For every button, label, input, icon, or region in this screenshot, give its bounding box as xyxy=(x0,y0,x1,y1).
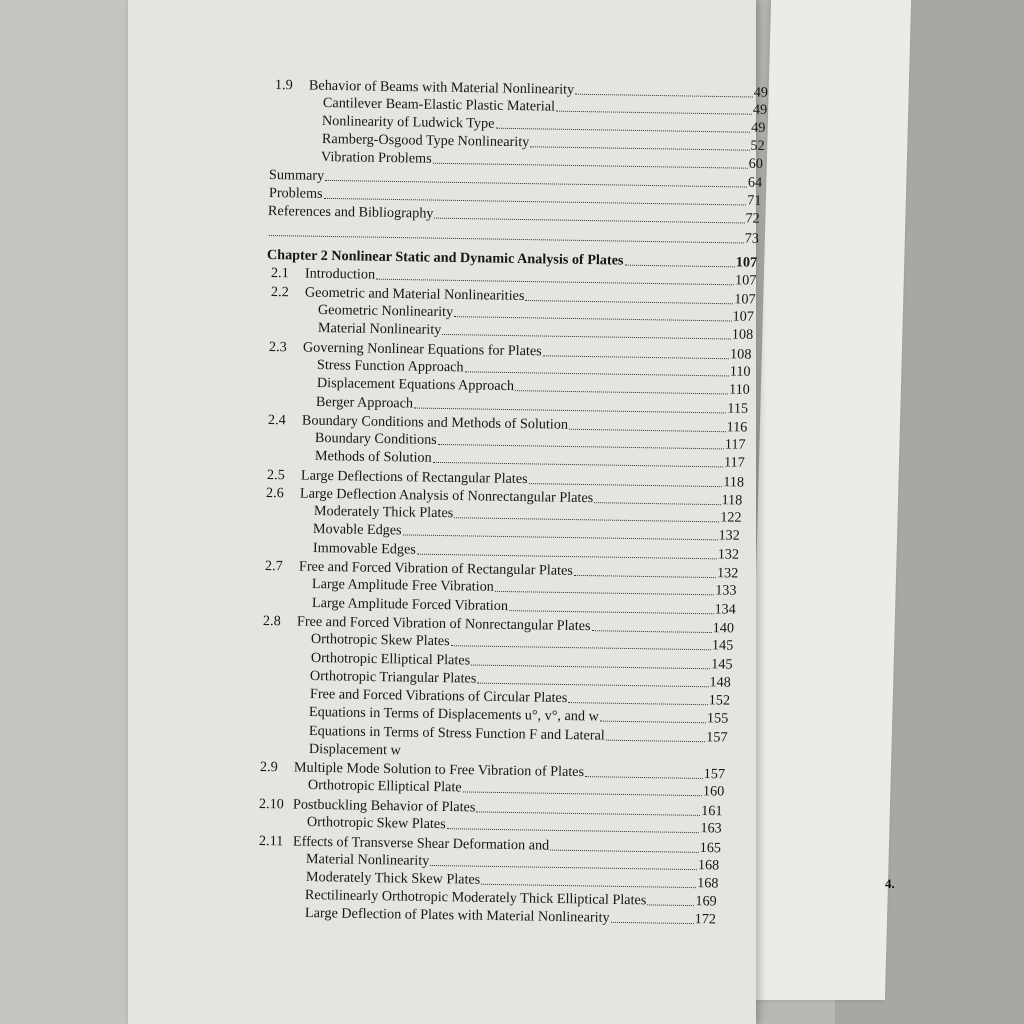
toc-leader-dots xyxy=(430,865,697,870)
toc-page-number: 152 xyxy=(708,692,730,709)
toc-entry-title: Large Deflection of Plates with Material Nonlinearity xyxy=(304,905,610,926)
toc-entry-title: Moderately Thick Plates xyxy=(313,503,454,522)
toc-entry-title: Equations in Terms of Stress Function F and Lateral xyxy=(308,723,605,744)
toc-page-number: 52 xyxy=(750,137,765,154)
toc-page-number: 107 xyxy=(733,291,756,308)
toc-page-number: 132 xyxy=(716,565,739,582)
toc-page-number: 140 xyxy=(713,620,735,637)
toc-page-number: 161 xyxy=(701,802,723,820)
toc-entry-title: Orthotropic Skew Plates xyxy=(310,631,450,650)
toc-entry-title: Ramberg-Osgood Type Nonlinearity xyxy=(321,131,530,151)
toc-section-number: 2.9 xyxy=(260,759,279,776)
toc-section-number: 2.5 xyxy=(266,467,285,484)
toc-section-number: 2.3 xyxy=(269,339,288,356)
toc-leader-dots xyxy=(525,300,733,304)
toc-page-number: 49 xyxy=(753,84,769,101)
toc-section-number: 2.6 xyxy=(266,485,285,502)
toc-leader-dots xyxy=(568,702,707,705)
toc-page-number: 64 xyxy=(747,174,763,191)
toc-entry-title: Orthotropic Triangular Plates xyxy=(310,668,477,687)
toc-page-number: 157 xyxy=(706,729,728,746)
toc-leader-dots xyxy=(573,575,715,578)
toc-leader-dots xyxy=(550,850,698,853)
toc-leader-dots xyxy=(575,94,753,98)
toc-entry-title: Movable Edges xyxy=(313,521,403,539)
background-left xyxy=(0,0,130,1024)
toc-page-number: 49 xyxy=(751,119,766,136)
toc-leader-dots xyxy=(438,444,724,449)
toc-entry-title: Cantilever Beam-Elastic Plastic Material xyxy=(322,95,555,115)
toc-leader-dots xyxy=(530,146,749,150)
toc-entry-title: Vibration Problems xyxy=(321,149,433,167)
toc-leader-dots xyxy=(471,665,710,670)
toc-leader-dots xyxy=(464,371,728,376)
toc-leader-dots xyxy=(592,630,712,633)
toc-entry-title: References and Bibliography xyxy=(268,203,434,222)
toc-entry-title: Summary xyxy=(268,167,325,184)
toc-page-number: 165 xyxy=(699,839,721,857)
toc-leader-dots xyxy=(403,534,718,540)
toc-section-number: 2.10 xyxy=(259,796,285,813)
toc-entry-title: Free and Forced Vibrations of Circular Plates xyxy=(309,686,568,707)
toc-entry-title: Orthotropic Skew Plates xyxy=(306,814,446,833)
toc-entry-title: Introduction xyxy=(304,265,376,283)
toc-page-number: 160 xyxy=(702,783,725,800)
toc-entry-title: Postbuckling Behavior of Plates xyxy=(293,796,476,816)
adjacent-page-fragment: 4. xyxy=(885,876,895,891)
toc-leader-dots xyxy=(462,791,701,796)
toc-leader-dots xyxy=(414,408,726,414)
toc-page-number: 71 xyxy=(746,192,762,209)
toc-entry-title: Rectilinearly Orthotropic Moderately Thick Elliptical Plates xyxy=(305,887,647,909)
book-page xyxy=(128,0,769,1024)
toc-page-number: 108 xyxy=(731,326,754,343)
toc-page-number: 107 xyxy=(736,254,758,271)
toc-page-number: 132 xyxy=(717,546,740,563)
toc-leader-dots xyxy=(417,554,717,560)
toc-entry-title: Displacement Equations Approach xyxy=(316,375,514,395)
toc-leader-dots xyxy=(269,235,744,243)
toc-entry-title: Problems xyxy=(268,185,323,202)
toc-leader-dots xyxy=(594,502,720,505)
toc-leader-dots xyxy=(376,279,734,286)
toc-page-number: 168 xyxy=(697,857,720,874)
toc-entry-title: Material Nonlinearity xyxy=(306,851,430,869)
toc-entry-title: Immovable Edges xyxy=(312,540,416,558)
toc-entry-title: Large Amplitude Free Vibration xyxy=(312,576,495,595)
toc-section-number: 1.9 xyxy=(274,77,293,94)
toc-page-number: 73 xyxy=(744,230,759,247)
toc-entry-title: Boundary Conditions and Methods of Solution xyxy=(301,412,568,433)
toc-page-number: 116 xyxy=(726,419,748,436)
toc-page-number: 49 xyxy=(752,101,767,118)
toc-entry-title: Free and Forced Vibration of Rectangular Plates xyxy=(298,558,573,579)
toc-entry-title: Displacement w xyxy=(308,741,401,759)
toc-leader-dots xyxy=(648,904,695,906)
toc-page-number: 122 xyxy=(719,509,742,526)
toc-page-number: 168 xyxy=(696,875,719,892)
toc-entry-title: Stress Function Approach xyxy=(316,357,464,376)
toc-section-number: 2.2 xyxy=(270,284,289,301)
toc-section-number: 2.7 xyxy=(264,558,283,575)
toc-entry-title: Material Nonlinearity xyxy=(317,320,442,338)
toc-page-number: 163 xyxy=(700,820,722,837)
toc-leader-dots xyxy=(477,683,708,688)
toc-entry-title: Large Deflections of Rectangular Plates xyxy=(300,467,528,488)
toc-entry-title: Free and Forced Vibration of Nonrectangular Plates xyxy=(297,613,592,635)
toc-leader-dots xyxy=(569,429,726,432)
toc-page-number: 107 xyxy=(734,272,757,289)
toc-leader-dots xyxy=(454,316,731,321)
toc-section-number: 2.8 xyxy=(263,613,282,630)
toc-entry-title: Behavior of Beams with Material Nonlinearity xyxy=(308,77,575,98)
toc-page-number: 134 xyxy=(714,601,736,618)
toc-entry-title: Nonlinearity of Ludwick Type xyxy=(322,113,495,132)
toc-entry-title: Berger Approach xyxy=(316,394,414,412)
toc-entry-title: Effects of Transverse Shear Deformation and xyxy=(292,833,549,854)
toc-leader-dots xyxy=(543,355,729,359)
toc-section-number: 2.11 xyxy=(258,833,284,850)
toc-entry-title: Geometric Nonlinearity xyxy=(318,302,454,321)
toc-entry-title: Large Deflection Analysis of Nonrectangular Plates xyxy=(300,485,594,507)
toc-leader-dots xyxy=(600,721,706,724)
toc-leader-dots xyxy=(481,884,696,888)
toc-page-number: 72 xyxy=(745,210,760,227)
toc-leader-dots xyxy=(556,111,752,115)
toc-page-number: 145 xyxy=(710,656,733,673)
toc-page-number: 157 xyxy=(703,765,726,783)
toc-page-number: 172 xyxy=(694,911,717,928)
toc-page-number: 117 xyxy=(725,436,747,453)
toc-entry-title: Equations in Terms of Displacements u°, v°, and w xyxy=(309,704,600,725)
toc-leader-dots xyxy=(625,265,735,268)
toc-leader-dots xyxy=(433,163,748,169)
toc-page-number: 155 xyxy=(707,710,729,727)
toc-leader-dots xyxy=(496,128,751,133)
toc-leader-dots xyxy=(509,610,714,614)
toc-page-number: 117 xyxy=(723,454,745,471)
toc-leader-dots xyxy=(435,218,745,224)
toc-page-number: 118 xyxy=(721,492,743,509)
toc-entry-title: Boundary Conditions xyxy=(315,430,438,448)
toc-page-number: 148 xyxy=(709,674,732,691)
toc-page-number: 108 xyxy=(730,346,752,363)
toc-page-number: 110 xyxy=(728,381,750,398)
toc-entry-title: Large Amplitude Forced Vibration xyxy=(311,595,508,615)
toc-page-number: 132 xyxy=(718,527,741,544)
toc-page-number: 169 xyxy=(695,893,718,910)
toc-entry-title: Methods of Solution xyxy=(314,448,432,466)
toc-leader-dots xyxy=(528,483,722,487)
toc-leader-dots xyxy=(451,645,711,650)
toc-page-number: 118 xyxy=(722,474,744,491)
toc-section-number: 2.4 xyxy=(267,412,286,429)
toc-entry-title: Governing Nonlinear Equations for Plates xyxy=(303,339,543,360)
toc-section-number: 2.1 xyxy=(270,265,289,282)
table-of-contents xyxy=(128,0,769,1024)
toc-entry-title: Geometric and Material Nonlinearities xyxy=(304,284,525,304)
toc-page-number: 110 xyxy=(729,363,751,380)
toc-leader-dots xyxy=(611,922,694,924)
toc-leader-dots xyxy=(495,591,714,595)
toc-leader-dots xyxy=(606,740,705,743)
toc-leader-dots xyxy=(442,334,731,340)
toc-page-number: 133 xyxy=(715,582,737,599)
toc-entry-title: Multiple Mode Solution to Free Vibration of Plates xyxy=(294,759,585,781)
toc-leader-dots xyxy=(433,462,723,468)
toc-entry-title: Moderately Thick Skew Plates xyxy=(305,869,481,888)
toc-leader-dots xyxy=(454,517,719,522)
toc-page-number: 107 xyxy=(732,308,755,325)
toc-page-number: 115 xyxy=(727,400,749,417)
toc-leader-dots xyxy=(514,390,727,394)
toc-leader-dots xyxy=(447,828,700,833)
toc-leader-dots xyxy=(585,776,703,779)
toc-page-number: 145 xyxy=(711,637,734,654)
toc-entry-title: Chapter 2 Nonlinear Static and Dynamic Analysis of Plates xyxy=(267,247,625,269)
adjacent-page xyxy=(745,0,911,1000)
toc-page-number: 60 xyxy=(748,155,764,172)
toc-entry-title: Orthotropic Elliptical Plates xyxy=(310,650,470,669)
toc-entry-title: Orthotropic Elliptical Plate xyxy=(307,777,462,796)
